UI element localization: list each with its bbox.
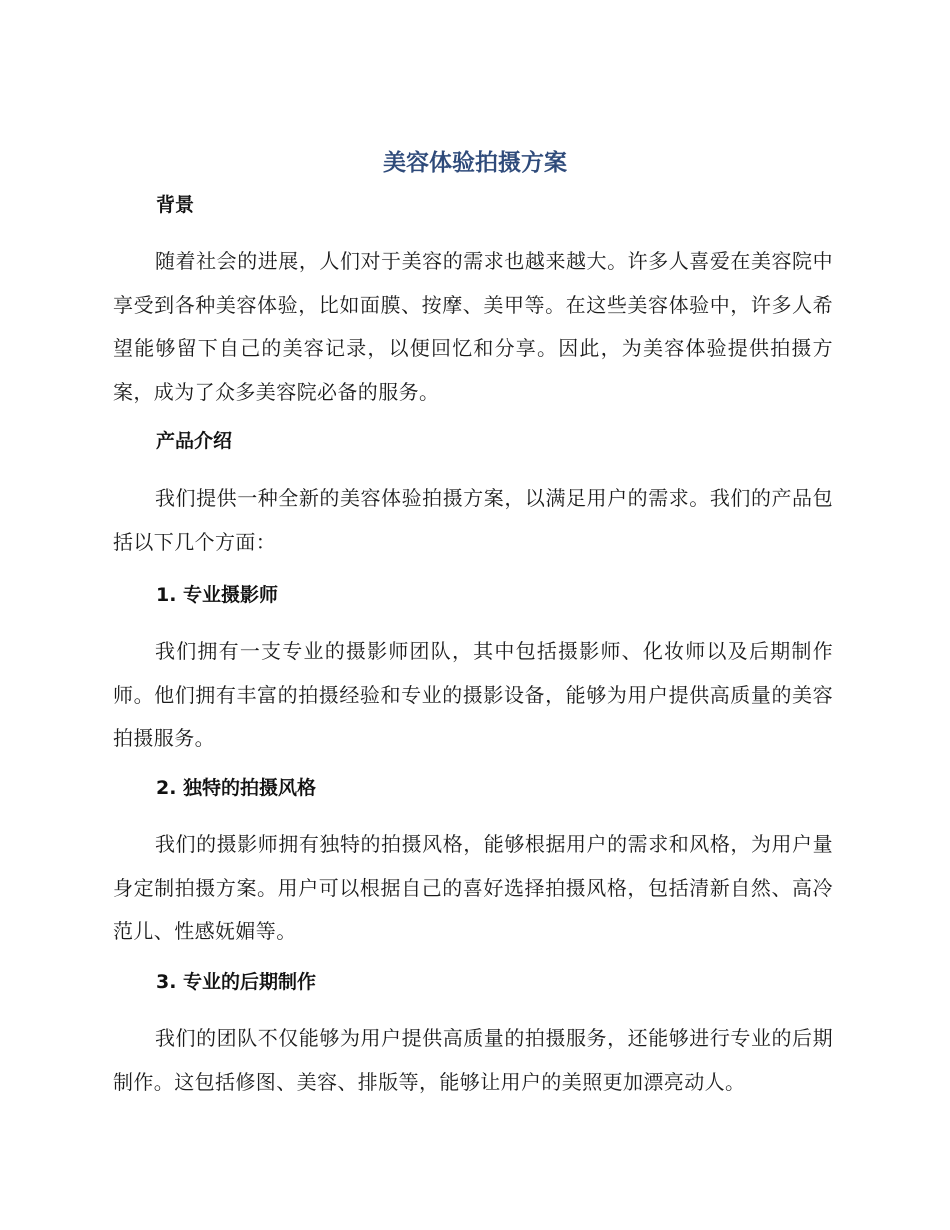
section-body-product-intro: 我们提供一种全新的美容体验拍摄方案，以满足用户的需求。我们的产品包括以下几个方面： — [113, 486, 833, 554]
section-body-post-production: 我们的团队不仅能够为用户提供高质量的拍摄服务，还能够进行专业的后期制作。这包括修图、美容、排版等，能够让用户的美照更加漂亮动人。 — [113, 1026, 833, 1094]
section-heading-unique-style: 2. 独特的拍摄风格 — [156, 777, 317, 799]
document-title: 美容体验拍摄方案 — [383, 150, 567, 176]
section-heading-professional-photographers: 1. 专业摄影师 — [156, 584, 279, 606]
section-heading-product-intro: 产品介绍 — [156, 430, 233, 452]
section-heading-background: 背景 — [156, 194, 195, 216]
section-body-background: 随着社会的进展，人们对于美容的需求也越来越大。许多人喜爱在美容院中享受到各种美容体验，比如面膜、按摩、美甲等。在这些美容体验中，许多人希望能够留下自己的美容记录，以便回忆和分享。因此，为美容体验提供拍摄方案，成为了众多美容院必备的服务。 — [113, 249, 833, 404]
section-body-professional-photographers: 我们拥有一支专业的摄影师团队，其中包括摄影师、化妆师以及后期制作师。他们拥有丰富的拍摄经验和专业的摄影设备，能够为用户提供高质量的美容拍摄服务。 — [113, 639, 833, 750]
section-body-unique-style: 我们的摄影师拥有独特的拍摄风格，能够根据用户的需求和风格，为用户量身定制拍摄方案。用户可以根据自己的喜好选择拍摄风格，包括清新自然、高冷范儿、性感妩媚等。 — [113, 832, 833, 943]
section-heading-post-production: 3. 专业的后期制作 — [156, 971, 317, 993]
